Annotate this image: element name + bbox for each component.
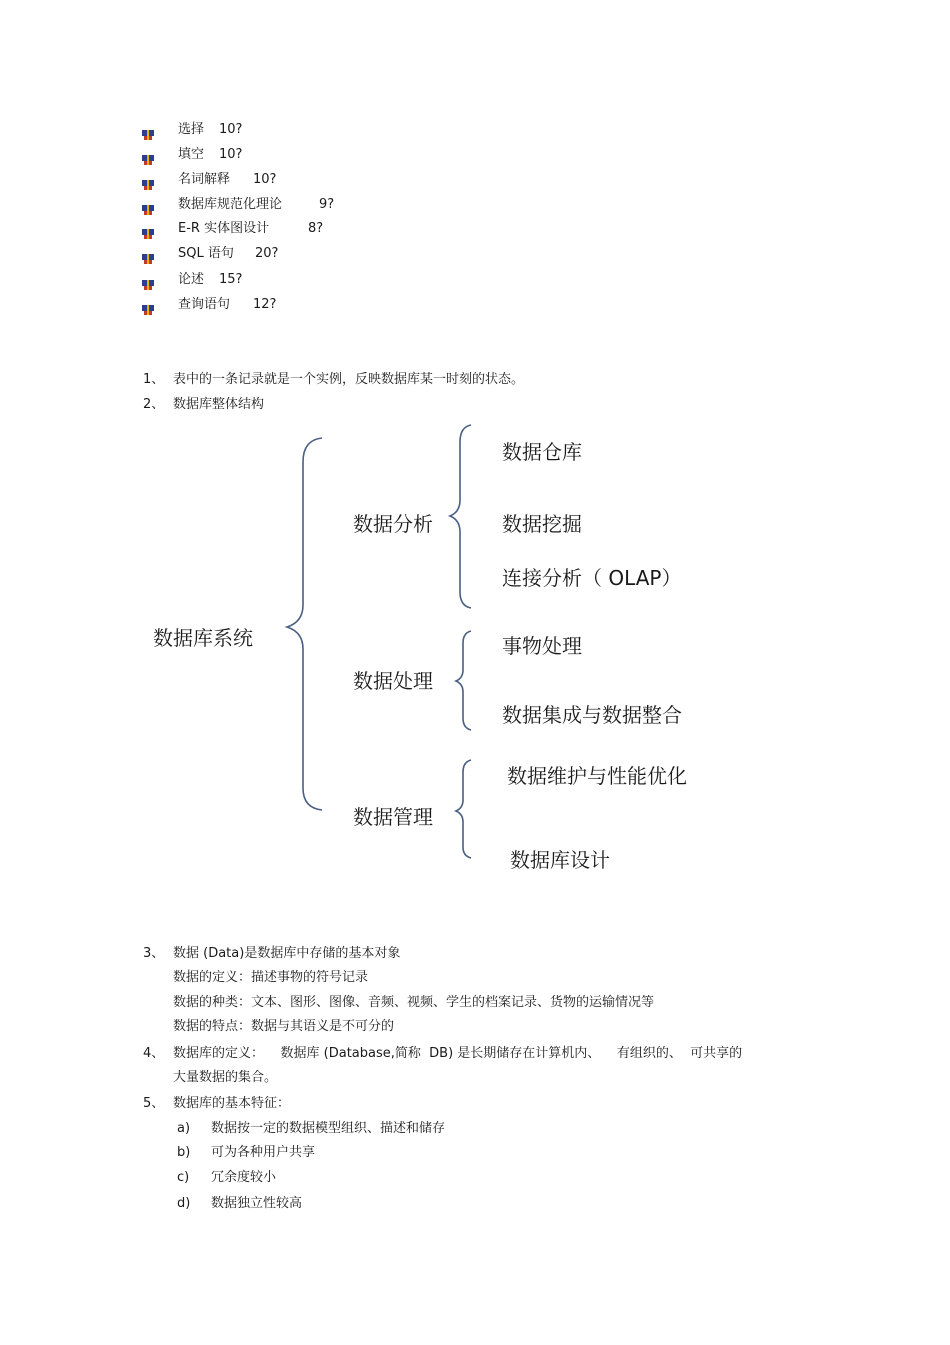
exam-item-label: 选择 [178,122,205,137]
feature-text: 数据按一定的数据模型组织、描述和储存 [211,1121,446,1136]
exam-item-score: 8? [308,221,324,236]
exam-item-label: 论述 [178,272,205,287]
feature-text: 可为各种用户共享 [211,1145,316,1160]
exam-item-label: 数据库规范化理论 [178,197,283,212]
diagram-leaf: 数据挖掘 [502,512,582,536]
exam-item-score: 10? [219,122,243,137]
point-3-line: 数据的特点：数据与其语义是不可分的 [173,1019,395,1034]
feature-text: 冗余度较小 [211,1170,277,1185]
feature-text: 数据独立性较高 [211,1196,303,1211]
analysis-brace [450,425,471,608]
point-1-text: 表中的一条记录就是一个实例，反映数据库某一时刻的状态。 [173,372,525,387]
point-4-continuation: 大量数据的集合。 [173,1070,278,1085]
exam-item-label: 查询语句 [178,297,231,312]
diagram-leaf: 数据集成与数据整合 [502,703,682,727]
exam-item-score: 10? [219,147,243,162]
point-3-line: 数据的种类：文本、图形、图像、音频、视频、学生的档案记录、货物的运输情况等 [173,995,655,1010]
point-4-text: 数据库的定义： 数据库 (Database,简称 DB) 是长期储存在计算机内、 有组织的、 可共享的 [173,1046,743,1061]
exam-item-label: SQL 语句 [178,246,234,261]
main-brace [287,438,322,810]
point-2-number: 2、 [143,397,165,412]
exam-item-score: 15? [219,272,243,287]
point-2-text: 数据库整体结构 [173,397,265,412]
point-1-number: 1、 [143,372,165,387]
feature-letter: c) [177,1170,190,1185]
exam-item-score: 20? [255,246,279,261]
processing-brace [456,631,471,730]
exam-item-score: 12? [253,297,277,312]
exam-item-label: 名词解释 [178,172,231,187]
diagram-leaf: 数据库设计 [510,848,610,872]
point-5-number: 5、 [143,1096,165,1111]
diagram-leaf: 数据维护与性能优化 [507,764,687,788]
point-4-number: 4、 [143,1046,165,1061]
feature-letter: b) [177,1145,191,1160]
point-3-number: 3、 [143,946,165,961]
point-5-text: 数据库的基本特征： [173,1096,291,1111]
diagram-branch-management: 数据管理 [353,805,433,829]
exam-item-score: 10? [253,172,277,187]
exam-item-label: E-R 实体图设计 [178,221,270,236]
management-brace [456,760,471,858]
diagram-leaf: 连接分析（ OLAP） [502,566,682,590]
diagram-root-label: 数据库系统 [153,626,253,650]
point-3-text: 数据 (Data)是数据库中存储的基本对象 [173,946,401,961]
exam-item-label: 填空 [178,147,205,162]
diagram-leaf: 数据仓库 [502,440,582,464]
exam-item-score: 9? [319,197,335,212]
point-3-line: 数据的定义：描述事物的符号记录 [173,970,369,985]
diagram-branch-processing: 数据处理 [353,669,433,693]
diagram-leaf: 事物处理 [502,634,582,658]
diagram-branch-analysis: 数据分析 [353,512,433,536]
feature-letter: d) [177,1196,191,1211]
feature-letter: a) [177,1121,191,1136]
